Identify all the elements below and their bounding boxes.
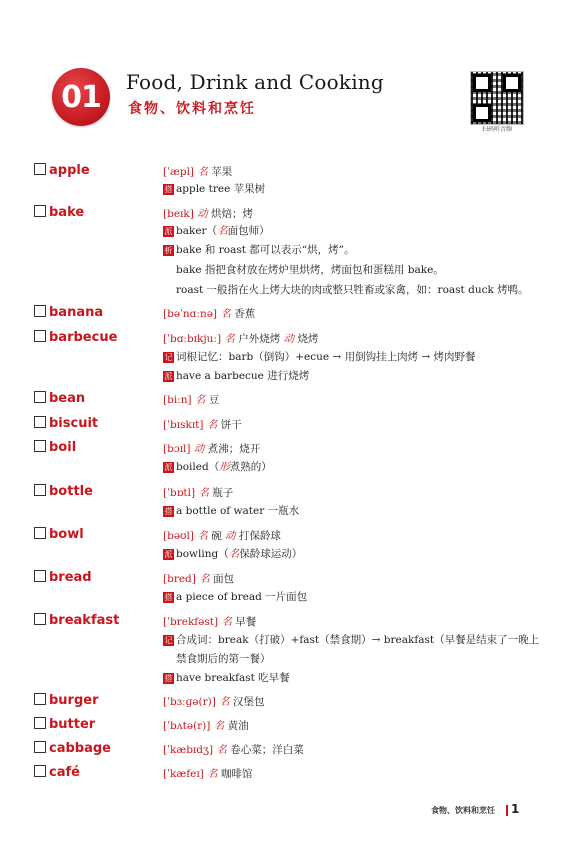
definition-line: [ˈbɜːɡə(r)] 名 汉堡包 <box>163 696 265 708</box>
definition-line: [beɪk] 动 烘焙；烤 <box>163 208 254 220</box>
headword: bowl <box>34 527 84 542</box>
collocation-tag-icon: 搭 <box>164 674 173 683</box>
definition-line: [ˈkæfeɪ] 名 咖啡馆 <box>163 768 253 780</box>
checkbox-icon[interactable] <box>34 484 46 496</box>
derivative-tag-icon: 派 <box>164 372 173 381</box>
headword: biscuit <box>34 416 98 431</box>
unit-number: 01 <box>61 79 101 115</box>
qr-code-icon[interactable] <box>470 71 524 125</box>
collocation-line: 搭 apple tree 苹果树 <box>164 183 266 195</box>
collocation-line: 搭 a piece of bread 一片面包 <box>164 591 308 603</box>
collocation-tag-icon: 搭 <box>164 593 173 602</box>
unit-title-en: Food, Drink and Cooking <box>126 70 384 94</box>
derivative-tag-icon: 派 <box>164 550 173 559</box>
headword: burger <box>34 693 99 708</box>
headword: bake <box>34 205 84 220</box>
checkbox-icon[interactable] <box>34 391 46 403</box>
analysis-line: roast 一般指在火上烤大块的肉或整只牲畜或家禽，如：roast duck 烤鸭。 <box>176 284 529 296</box>
derivative-tag-icon: 派 <box>164 463 173 472</box>
definition-line: [bəˈnɑːnə] 名 香蕉 <box>163 308 256 320</box>
derivative-line: 派 have a barbecue 进行烧烤 <box>164 370 310 382</box>
memory-tag-icon: 记 <box>164 353 173 362</box>
footer-divider <box>506 805 508 816</box>
derivative-line: 派 boiled（形煮熟的） <box>164 461 272 473</box>
unit-number-badge <box>52 68 110 126</box>
checkbox-icon[interactable] <box>34 440 46 452</box>
definition-line: [ˈæpl] 名 苹果 <box>163 166 233 178</box>
definition-line: [bred] 名 面包 <box>163 573 235 585</box>
headword: cabbage <box>34 741 111 756</box>
collocation-tag-icon: 搭 <box>164 185 173 194</box>
definition-line: [ˈkæbɪdʒ] 名 卷心菜；洋白菜 <box>163 744 304 756</box>
definition-line: [biːn] 名 豆 <box>163 394 220 406</box>
collocation-line: 搭 a bottle of water 一瓶水 <box>164 505 300 517</box>
checkbox-icon[interactable] <box>34 765 46 777</box>
headword: boil <box>34 440 76 455</box>
analysis-line: bake 指把食材放在烤炉里烘烤，烤面包和蛋糕用 bake。 <box>176 264 444 276</box>
derivative-line: 派 bowling（名保龄球运动） <box>164 548 303 560</box>
checkbox-icon[interactable] <box>34 330 46 342</box>
definition-line: [bɔɪl] 动 煮沸；烧开 <box>163 443 261 455</box>
headword: butter <box>34 717 95 732</box>
definition-line: [ˈbɪskɪt] 名 饼干 <box>163 419 242 431</box>
headword: bread <box>34 570 92 585</box>
checkbox-icon[interactable] <box>34 570 46 582</box>
footer-section-title: 食物、饮料和烹饪 <box>431 806 495 815</box>
definition-line: [ˈbɑːbɪkjuː] 名 户外烧烤 动 烧烤 <box>163 333 319 345</box>
headword: apple <box>34 163 90 178</box>
checkbox-icon[interactable] <box>34 163 46 175</box>
headword: bean <box>34 391 85 406</box>
definition-line: [ˈbɒtl] 名 瓶子 <box>163 487 234 499</box>
checkbox-icon[interactable] <box>34 305 46 317</box>
checkbox-icon[interactable] <box>34 717 46 729</box>
unit-title-cn: 食物、饮料和烹饪 <box>128 101 256 117</box>
qr-caption: 扫码听音频 <box>481 126 512 133</box>
headword: bottle <box>34 484 93 499</box>
definition-line: [bəʊl] 名 碗 动 打保龄球 <box>163 530 281 542</box>
collocation-tag-icon: 搭 <box>164 507 173 516</box>
collocation-line: 搭 have breakfast 吃早餐 <box>164 672 290 684</box>
checkbox-icon[interactable] <box>34 693 46 705</box>
memory-line: 禁食期后的第一餐） <box>176 653 271 665</box>
checkbox-icon[interactable] <box>34 527 46 539</box>
checkbox-icon[interactable] <box>34 613 46 625</box>
page-number: 1 <box>511 802 520 816</box>
headword: breakfast <box>34 613 119 628</box>
derivative-line: 派 baker（名面包师） <box>164 225 270 237</box>
checkbox-icon[interactable] <box>34 416 46 428</box>
derivative-tag-icon: 派 <box>164 227 173 236</box>
headword: banana <box>34 305 103 320</box>
analysis-line: 析 bake 和 roast 都可以表示“烘，烤”。 <box>164 244 355 256</box>
memory-line: 记 合成词：break（打破）+fast（禁食期）→ breakfast（早餐是结束了一晚上 <box>164 634 540 646</box>
analysis-tag-icon: 析 <box>164 246 173 255</box>
definition-line: [ˈbʌtə(r)] 名 黄油 <box>163 720 249 732</box>
memory-line: 记 词根记忆：barb（倒钩）+ecue → 用倒钩挂上肉烤 → 烤肉野餐 <box>164 351 476 363</box>
checkbox-icon[interactable] <box>34 205 46 217</box>
memory-tag-icon: 记 <box>164 636 173 645</box>
headword: café <box>34 765 80 780</box>
headword: barbecue <box>34 330 117 345</box>
checkbox-icon[interactable] <box>34 741 46 753</box>
definition-line: [ˈbrekfəst] 名 早餐 <box>163 616 257 628</box>
